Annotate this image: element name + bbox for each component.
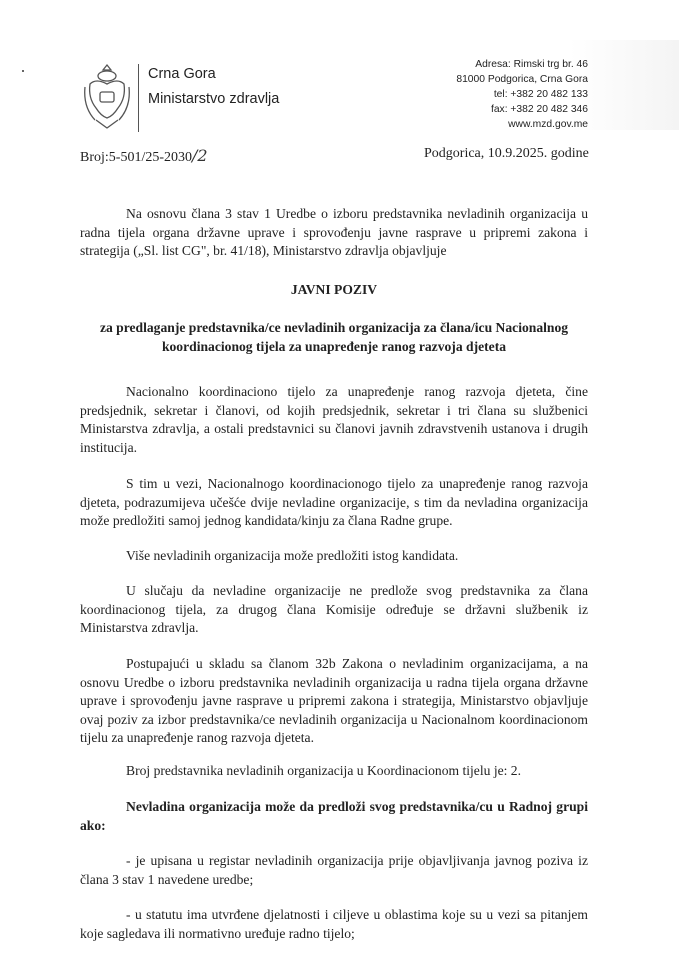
address-tel: tel: +382 20 482 133 xyxy=(493,89,588,100)
paragraph: U slučaju da nevladine organizacije ne predlože svog predstavnika za člana koordinacionog tijela, za drugog člana Komisije određuje se državni službenik iz Ministarstva zdravlja. xyxy=(80,583,588,636)
reference-number xyxy=(80,146,208,166)
header-divider xyxy=(138,64,139,132)
org-country: Crna Gora xyxy=(148,66,216,82)
reference-number-text: Broj:5-501/25-2030 xyxy=(80,150,192,165)
subtitle-line: koordinacionog tijela za unapređenje ranog razvoja djeteta xyxy=(161,338,507,354)
document-subtitle xyxy=(80,319,588,356)
address-city: 81000 Podgorica, Crna Gora xyxy=(456,74,588,85)
coat-of-arms-icon xyxy=(82,62,132,132)
condition-item: - u statutu ima utvrđene djelatnosti i ciljeve u oblastima koje su u vezi sa pitanjem koje sagledava ili normativno uređuje radno tijelo; xyxy=(80,907,588,941)
paragraph: Nacionalno koordinaciono tijelo za unapređenje ranog razvoja djeteta, čine predsjednik, sekretar i članovi, od kojih predsjednik, sekretar i tri člana su službenici Ministarstva zdravlja, a ostali predstavnici su članovi javnih zdravstvenih ustanova i drugih institucija. xyxy=(80,384,588,455)
paragraph: Više nevladinih organizacija može predložiti istog kandidata. xyxy=(126,548,459,563)
paragraph: S tim u vezi, Nacionalnogo koordinacionogo tijelo za unapređenje ranog razvoja djeteta, podrazumijeva učešće dvije nevladine organizacije, s tim da nevladina organizacija može predložiti samoj jednog kandidata/kinju za člana Radne grupe. xyxy=(80,476,588,529)
condition-item: - je upisana u registar nevladinih organizacija prije objavljivanja javnog poziva iz člana 3 stav 1 navedene uredbe; xyxy=(80,853,588,887)
address-street: Adresa: Rimski trg br. 46 xyxy=(475,59,588,70)
conditions-heading: Nevladina organizacija može da predloži svog predstavnika/cu u Radnoj grupi ako: xyxy=(80,799,588,833)
scan-speck xyxy=(22,70,24,72)
address-block xyxy=(456,57,588,132)
document-title: JAVNI POZIV xyxy=(290,282,378,297)
paragraph: Postupajući u skladu sa članom 32b Zakona o nevladinim organizacijama, a na osnovu Uredbe o izboru predstavnika nevladinih organizacija u radna tijela organa državne uprave i sprovođenju javne rasprave u pripremi zakona i strategija, Ministarstvo objavljuje ovaj poziv za izbor predstavnika/ce nevladinih organizacija u Nacionalnom koordinacionom tijelu za unapređenje ranog razvoja djeteta. xyxy=(80,656,588,746)
intro-paragraph: Na osnovu člana 3 stav 1 Uredbe o izboru predstavnika nevladinih organizacija u radna tijela organa državne uprave i sprovođenju javne rasprave u pripremi zakona i strategija („Sl. list CG", br. 41/18), Ministarstvo zdravlja objavljuje xyxy=(80,206,588,259)
handwritten-suffix: /2 xyxy=(192,146,208,165)
document-date: Podgorica, 10.9.2025. godine xyxy=(424,146,589,161)
org-ministry: Ministarstvo zdravlja xyxy=(148,91,280,107)
paragraph: Broj predstavnika nevladinih organizacija u Koordinacionom tijelu je: 2. xyxy=(126,763,521,778)
subtitle-line: za predlaganje predstavnika/ce nevladinih organizacija za člana/icu Nacionalnog xyxy=(99,320,569,335)
address-fax: fax: +382 20 482 346 xyxy=(490,104,588,115)
address-web: www.mzd.gov.me xyxy=(508,119,588,130)
